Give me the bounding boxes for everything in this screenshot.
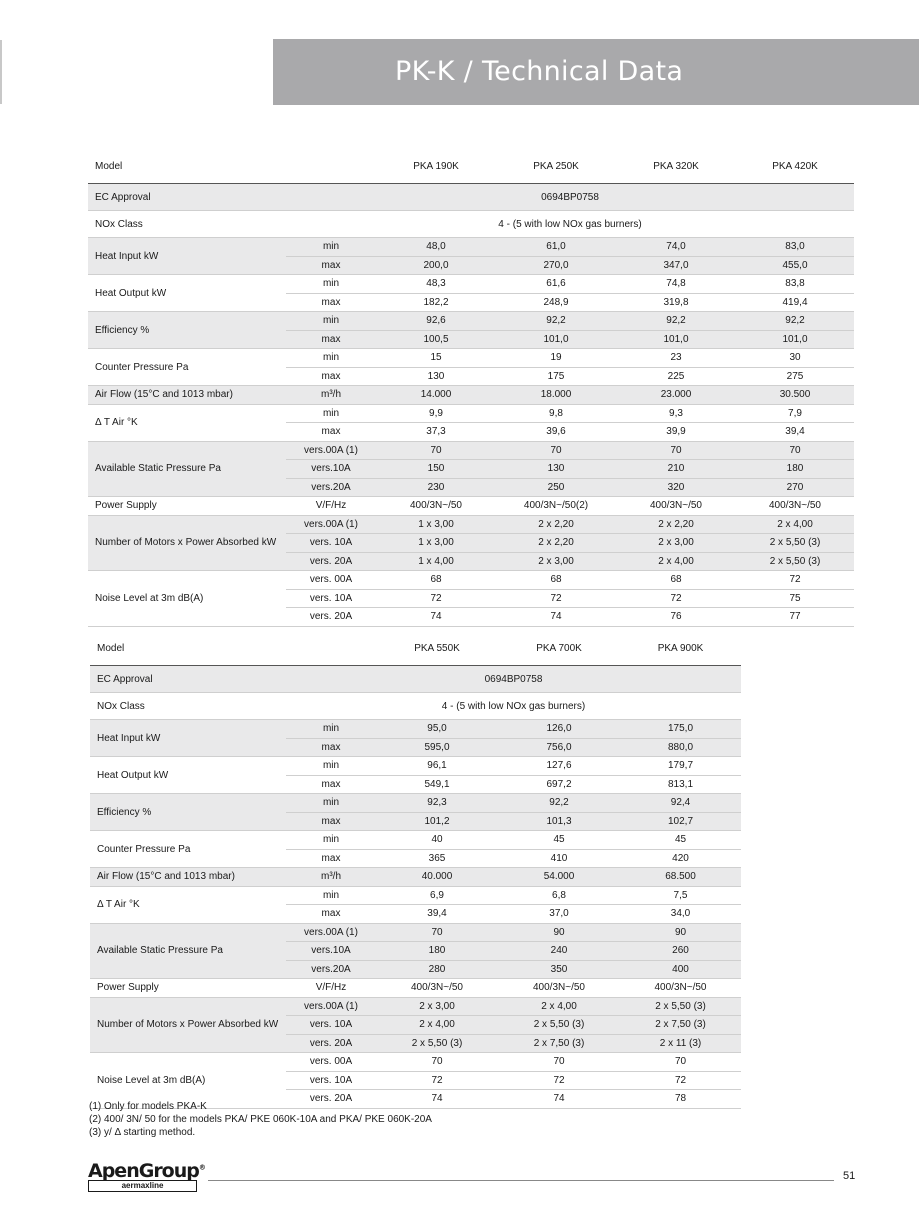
row-label: Heat Output kW [88, 275, 286, 312]
row-label: Power Supply [90, 979, 286, 998]
table-row: Counter Pressure Pa min 40 45 45 [90, 831, 741, 850]
row-label: EC Approval [90, 666, 286, 693]
table-row: Noise Level at 3m dB(A) vers. 00A 68 68 68 72 [88, 571, 854, 590]
table-row: max 130 175 225 275 [88, 367, 854, 386]
row-label: Heat Input kW [90, 720, 286, 757]
sub-label: min [286, 349, 376, 368]
row-label: Available Static Pressure Pa [88, 441, 286, 497]
sub-label: max [286, 423, 376, 442]
nox-class-row [88, 211, 854, 238]
row-label: Power Supply [88, 497, 286, 516]
row-label: Noise Level at 3m dB(A) [90, 1053, 286, 1109]
sub-label: vers. 10A [286, 1071, 376, 1090]
table-row: Δ T Air °K min 6,9 6,8 7,5 [90, 886, 741, 905]
table-row: Power Supply V/F/Hz 400/3N~/50 400/3N~/50(2) 400/3N~/50 400/3N~/50 [88, 497, 854, 516]
sub-label: vers.10A [286, 460, 376, 479]
table-row: vers.20A 230 250 320 270 [88, 478, 854, 497]
sub-label: m³/h [286, 386, 376, 405]
table-row: max 100,5 101,0 101,0 101,0 [88, 330, 854, 349]
table-row: Available Static Pressure Pa vers.00A (1) 70 90 90 [90, 923, 741, 942]
left-edge-rule [0, 40, 2, 104]
row-label: Available Static Pressure Pa [90, 923, 286, 979]
table-row: vers. 20A 1 x 4,00 2 x 3,00 2 x 4,00 2 x 5,50 (3) [88, 552, 854, 571]
table-row: Power Supply V/F/Hz 400/3N~/50 400/3N~/50 400/3N~/50 [90, 979, 741, 998]
page-number: 51 [843, 1170, 856, 1182]
sub-label: vers. 00A [286, 571, 376, 590]
table-row: vers. 10A 2 x 4,00 2 x 5,50 (3) 2 x 7,50 (3) [90, 1016, 741, 1035]
ec-approval-value: 0694BP0758 [286, 184, 854, 211]
table-row: max 37,3 39,6 39,9 39,4 [88, 423, 854, 442]
sub-label: max [286, 256, 376, 275]
row-label: EC Approval [88, 184, 286, 211]
table-row: vers. 20A 74 74 78 [90, 1090, 741, 1109]
row-label: Efficiency % [90, 794, 286, 831]
sub-label: vers. 20A [286, 608, 376, 627]
sub-label: vers. 20A [286, 552, 376, 571]
table-row: vers. 20A 74 74 76 77 [88, 608, 854, 627]
row-label: Efficiency % [88, 312, 286, 349]
spec-table-2 [90, 632, 741, 1109]
table-header-row [88, 150, 854, 184]
sub-label: min [286, 238, 376, 257]
ec-approval-row [90, 666, 741, 693]
model-name: PKA 420K [736, 150, 854, 184]
table-row: Efficiency % min 92,3 92,2 92,4 [90, 794, 741, 813]
table-row: Heat Output kW min 96,1 127,6 179,7 [90, 757, 741, 776]
table-row: Heat Input kW min 48,0 61,0 74,0 83,0 [88, 238, 854, 257]
table-row: Δ T Air °K min 9,9 9,8 9,3 7,9 [88, 404, 854, 423]
row-label: Counter Pressure Pa [88, 349, 286, 386]
sub-label: vers. 10A [286, 589, 376, 608]
table-row: vers.10A 180 240 260 [90, 942, 741, 961]
sub-label: vers. 20A [286, 1034, 376, 1053]
table-row: vers.20A 280 350 400 [90, 960, 741, 979]
row-label: Air Flow (15°C and 1013 mbar) [90, 868, 286, 887]
table-row: Air Flow (15°C and 1013 mbar) m³/h 14.000 18.000 23.000 30.500 [88, 386, 854, 405]
ec-approval-row [88, 184, 854, 211]
table-row: max 101,2 101,3 102,7 [90, 812, 741, 831]
sub-label: V/F/Hz [286, 497, 376, 516]
table-row: Number of Motors x Power Absorbed kW vers.00A (1) 2 x 3,00 2 x 4,00 2 x 5,50 (3) [90, 997, 741, 1016]
sub-label: min [286, 757, 376, 776]
row-label: Δ T Air °K [90, 886, 286, 923]
sub-label: max [286, 812, 376, 831]
table-row: max 549,1 697,2 813,1 [90, 775, 741, 794]
model-name: PKA 320K [616, 150, 736, 184]
table-row: Heat Input kW min 95,0 126,0 175,0 [90, 720, 741, 739]
sub-label: vers. 10A [286, 534, 376, 553]
spec-table-1 [88, 150, 854, 627]
table-row: vers. 10A 1 x 3,00 2 x 2,20 2 x 3,00 2 x 5,50 (3) [88, 534, 854, 553]
row-label: Noise Level at 3m dB(A) [88, 571, 286, 627]
model-label: Model [90, 632, 286, 666]
table-row: Efficiency % min 92,6 92,2 92,2 92,2 [88, 312, 854, 331]
row-label: Number of Motors x Power Absorbed kW [90, 997, 286, 1053]
model-name: PKA 190K [376, 150, 496, 184]
sub-label: vers.00A (1) [286, 515, 376, 534]
sub-label: V/F/Hz [286, 979, 376, 998]
row-label: Δ T Air °K [88, 404, 286, 441]
footnote: (3) y/ Δ starting method. [89, 1127, 196, 1139]
brand-name: ApenGroup® [88, 1160, 206, 1182]
sub-label: vers.20A [286, 478, 376, 497]
sub-label: min [286, 720, 376, 739]
sub-brand: aermaxline [88, 1180, 197, 1192]
sub-label: vers.20A [286, 960, 376, 979]
table-row: Number of Motors x Power Absorbed kW vers.00A (1) 1 x 3,00 2 x 2,20 2 x 2,20 2 x 4,00 [88, 515, 854, 534]
footer-rule [208, 1180, 834, 1181]
sub-label: max [286, 293, 376, 312]
model-name: PKA 700K [498, 632, 620, 666]
page-title: PK-K / Technical Data [395, 56, 684, 87]
sub-label: vers. 00A [286, 1053, 376, 1072]
sub-label: max [286, 905, 376, 924]
sub-label: max [286, 775, 376, 794]
nox-class-value: 4 - (5 with low NOx gas burners) [286, 211, 854, 238]
table-row: vers. 20A 2 x 5,50 (3) 2 x 7,50 (3) 2 x 11 (3) [90, 1034, 741, 1053]
model-name: PKA 250K [496, 150, 616, 184]
ec-approval-value: 0694BP0758 [286, 666, 741, 693]
table-row: Heat Output kW min 48,3 61,6 74,8 83,8 [88, 275, 854, 294]
sub-label: max [286, 330, 376, 349]
sub-label: min [286, 831, 376, 850]
footnote: (1) Only for models PKA-K [89, 1101, 207, 1112]
footnote: (2) 400/ 3N/ 50 for the models PKA/ PKE 060K-10A and PKA/ PKE 060K-20A [89, 1114, 432, 1126]
row-label: Heat Output kW [90, 757, 286, 794]
table-row: Air Flow (15°C and 1013 mbar) m³/h 40.000 54.000 68.500 [90, 868, 741, 887]
table-row: max 39,4 37,0 34,0 [90, 905, 741, 924]
sub-label: min [286, 312, 376, 331]
sub-label: max [286, 367, 376, 386]
table-row: Noise Level at 3m dB(A) vers. 00A 70 70 70 [90, 1053, 741, 1072]
table-row: vers.10A 150 130 210 180 [88, 460, 854, 479]
sub-label: vers.00A (1) [286, 441, 376, 460]
sub-label: vers.00A (1) [286, 997, 376, 1016]
table-row: max 595,0 756,0 880,0 [90, 738, 741, 757]
table-row: max 182,2 248,9 319,8 419,4 [88, 293, 854, 312]
sub-label: max [286, 738, 376, 757]
sub-label: vers. 10A [286, 1016, 376, 1035]
footnotes [89, 1100, 432, 1140]
sub-label: vers.00A (1) [286, 923, 376, 942]
table-row: vers. 10A 72 72 72 75 [88, 589, 854, 608]
row-label: Heat Input kW [88, 238, 286, 275]
table-row: vers. 10A 72 72 72 [90, 1071, 741, 1090]
sub-label: min [286, 794, 376, 813]
row-label: NOx Class [88, 211, 286, 238]
sub-label: min [286, 404, 376, 423]
model-name: PKA 900K [620, 632, 741, 666]
sub-label: vers. 20A [286, 1090, 376, 1109]
nox-class-row [90, 693, 741, 720]
row-label: Number of Motors x Power Absorbed kW [88, 515, 286, 571]
apengroup-logo [88, 1160, 206, 1192]
sub-label: min [286, 275, 376, 294]
table-row: Counter Pressure Pa min 15 19 23 30 [88, 349, 854, 368]
sub-label: vers.10A [286, 942, 376, 961]
nox-class-value: 4 - (5 with low NOx gas burners) [286, 693, 741, 720]
sub-label: max [286, 849, 376, 868]
model-label: Model [88, 150, 286, 184]
sub-label: m³/h [286, 868, 376, 887]
model-name: PKA 550K [376, 632, 498, 666]
table-row: max 200,0 270,0 347,0 455,0 [88, 256, 854, 275]
row-label: Air Flow (15°C and 1013 mbar) [88, 386, 286, 405]
row-label: Counter Pressure Pa [90, 831, 286, 868]
table-row: Available Static Pressure Pa vers.00A (1) 70 70 70 70 [88, 441, 854, 460]
sub-label: min [286, 886, 376, 905]
table-header-row [90, 632, 741, 666]
table-row: max 365 410 420 [90, 849, 741, 868]
header-band [273, 39, 919, 105]
row-label: NOx Class [90, 693, 286, 720]
